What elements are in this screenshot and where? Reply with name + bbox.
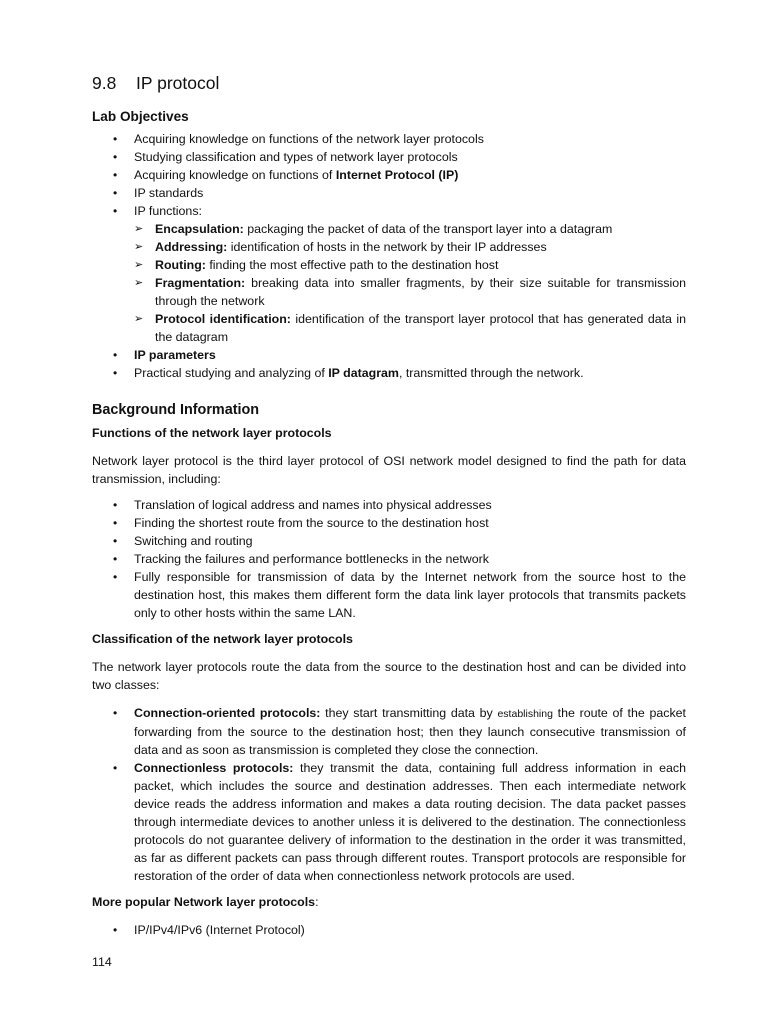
list-item: ➢ Fragmentation: breaking data into smaller fragments, by their size suitable for transmission through the network: [92, 274, 686, 310]
popular-protocols-list: [92, 921, 686, 939]
lab-objectives-heading: Lab Objectives: [92, 109, 189, 124]
list-item: • IP standards: [92, 184, 686, 202]
functions-intro-paragraph: Network layer protocol is the third layer protocol of OSI network model designed to find the path for data transmission, including:: [92, 454, 686, 486]
document-page: [92, 68, 686, 939]
list-item: ➢ Encapsulation: packaging the packet of data of the transport layer into a datagram: [92, 220, 686, 238]
section-number: 9.8: [92, 73, 117, 93]
list-item: • Connection-oriented protocols: they start transmitting data by establishing the route of the packet forwarding from the source to the destination host; then they launch consecutive transmission of data and as soon as transmission is completed they close the connection.: [92, 704, 686, 759]
list-item: • Practical studying and analyzing of IP datagram, transmitted through the network.: [92, 364, 686, 382]
background-heading: Background Information: [92, 402, 260, 418]
classification-subheading: Classification of the network layer protocols: [92, 632, 353, 646]
classification-intro-paragraph: The network layer protocols route the data from the source to the destination host and can be divided into two classes:: [92, 660, 686, 692]
objectives-list: [92, 130, 686, 220]
objectives-list-continued: [92, 346, 686, 382]
list-item: • Fully responsible for transmission of data by the Internet network from the source host to the destination host, this makes them different form the data link layer protocols that transmits packets only to other hosts within the same LAN.: [92, 568, 686, 622]
list-item: • Studying classification and types of network layer protocols: [92, 148, 686, 166]
protocol-classes-list: [92, 704, 686, 885]
list-item: • IP parameters: [92, 346, 686, 364]
list-item: • Acquiring knowledge on functions of the network layer protocols: [92, 130, 686, 148]
list-item: ➢ Routing: finding the most effective path to the destination host: [92, 256, 686, 274]
functions-subheading: Functions of the network layer protocols: [92, 426, 332, 440]
ip-functions-list: [92, 220, 686, 346]
network-functions-list: [92, 496, 686, 622]
list-item: • Acquiring knowledge on functions of Internet Protocol (IP): [92, 166, 686, 184]
section-title-text: IP protocol: [136, 73, 220, 93]
list-item: • Translation of logical address and names into physical addresses: [92, 496, 686, 514]
list-item: • Connectionless protocols: they transmit the data, containing full address information in each packet, which includes the source and destination addresses. Then each intermediate network device reads the address information and makes a data routing decision. The data packet passes through intermediate devices to another unless it is delivered to the destination. The connectionless protocols do not guarantee delivery of information to the destination in the order it was transmitted, as far as different packets can pass through different routes. Transport protocols are responsible for restoration of the order of data when connectionless network protocols are used.: [92, 759, 686, 885]
list-item: • Finding the shortest route from the source to the destination host: [92, 514, 686, 532]
section-title: [92, 68, 686, 98]
list-item: ➢ Protocol identification: identification of the transport layer protocol that has generated data in the datagram: [92, 310, 686, 346]
popular-protocols-subheading: More popular Network layer protocols:: [92, 895, 319, 909]
list-item: ➢ Addressing: identification of hosts in the network by their IP addresses: [92, 238, 686, 256]
list-item: • IP functions:: [92, 202, 686, 220]
list-item: • Switching and routing: [92, 532, 686, 550]
page-number: 114: [92, 955, 112, 969]
list-item: • IP/IPv4/IPv6 (Internet Protocol): [92, 921, 686, 939]
list-item: • Tracking the failures and performance bottlenecks in the network: [92, 550, 686, 568]
